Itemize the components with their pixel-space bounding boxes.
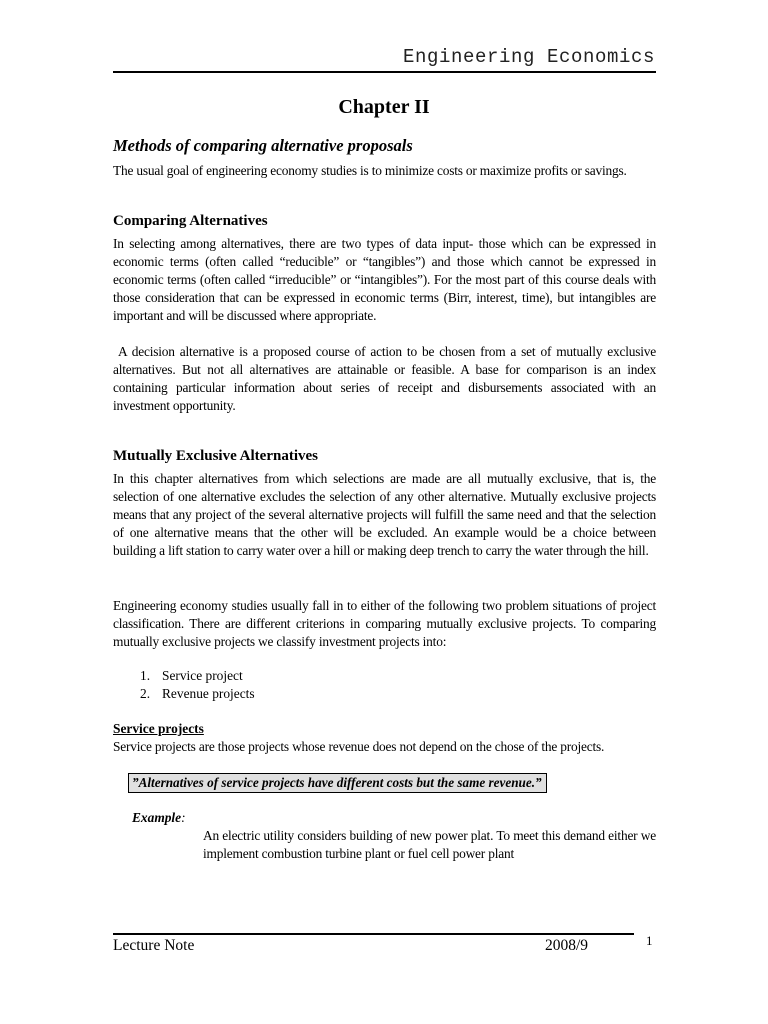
footer-right: 2008/9 (545, 937, 589, 954)
intro-paragraph: The usual goal of engineering economy studies is to minimize costs or maximize profits or savings. (113, 163, 627, 178)
section-title: Methods of comparing alternative proposals (113, 136, 413, 155)
example-label: Example: (132, 810, 186, 825)
comparing-paragraph-1: In selecting among alternatives, there are two types of data input- those which can be expressed in economic terms (often called “reducible” or “tangibles”) and those which cannot be expressed in economic terms (often called “irreducible” or “intangibles”). For the most part of this course deals with those consideration that can be expressed in economic terms (Birr, interest, time), but intangibles are important and will be discussed where appropriate. (113, 236, 656, 323)
chapter-title: Chapter II (338, 96, 430, 118)
footer-rule (113, 933, 634, 935)
header-title: Engineering Economics (402, 46, 655, 68)
footer-left: Lecture Note (113, 937, 195, 954)
service-paragraph: Service projects are those projects whose revenue does not depend on the chose of the projects. (113, 739, 605, 754)
comparing-heading: Comparing Alternatives (113, 213, 268, 229)
service-heading: Service projects (113, 721, 204, 736)
mutually-paragraph-1: In this chapter alternatives from which selections are made are all mutually exclusive, that is, the selection of one alternative excludes the selection of any other alternative. Mutually exclusive projects means that any project of the several alternative projects will fulfill the same need and that the selection of one alternative means that the other will be excluded. An example would be a choice between building a lift station to carry water over a hill or making deep trench to carry the water through the hill. (113, 471, 656, 558)
list-item: 1. Service project (140, 668, 243, 683)
mutually-heading: Mutually Exclusive Alternatives (113, 448, 318, 464)
highlighted-quote: ”Alternatives of service projects have different costs but the same revenue.” (128, 773, 547, 793)
header-rule (113, 71, 656, 73)
list-item: 2. Revenue projects (140, 686, 255, 701)
project-type-list (140, 667, 255, 703)
page-number: 1 (646, 933, 653, 948)
comparing-paragraph-2: A decision alternative is a proposed course of action to be chosen from a set of mutually exclusive alternatives. But not all alternatives are attainable or feasible. A base for comparison is an index containing particular information about series of receipt and disbursements associated with an investment opportunity. (113, 344, 660, 413)
example-text: An electric utility considers building of new power plat. To meet this demand either we implement combustion turbine plant or fuel cell power plant (203, 828, 656, 861)
mutually-paragraph-2: Engineering economy studies usually fall in to either of the following two problem situations of project classification. There are different criterions in comparing mutually exclusive projects. To comparing mutually exclusive projects we classify investment projects into: (113, 598, 656, 649)
